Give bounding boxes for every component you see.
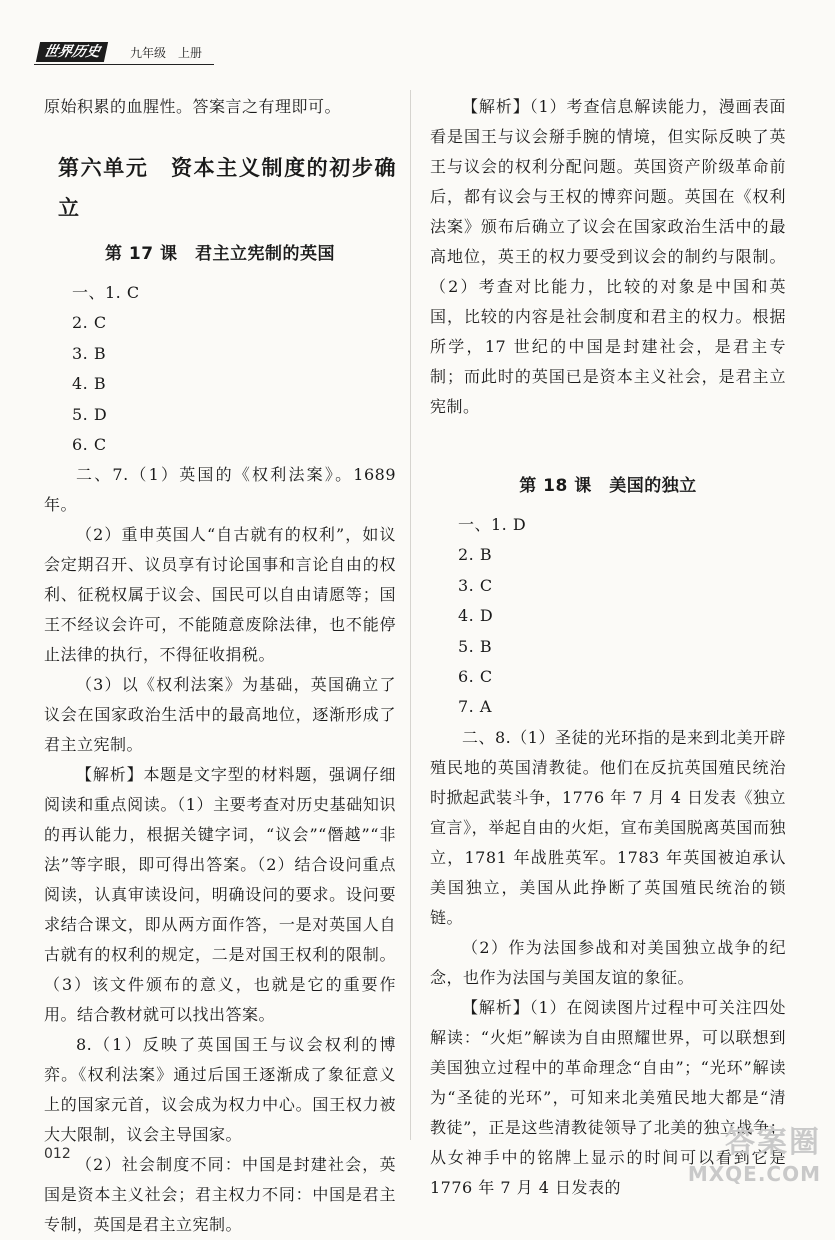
watermark-bottom-text: MXQE.COM xyxy=(687,1162,821,1186)
answer-item: 4. D xyxy=(458,606,494,626)
unit-title: 第六单元 资本主义制度的初步确立 xyxy=(58,156,396,220)
column-divider xyxy=(410,90,411,1140)
answer-item: 4. B xyxy=(72,374,107,394)
answer-item: 2. B xyxy=(458,545,493,565)
l18-q8-part1: 二、8.（1）圣徒的光环指的是来到北美开辟殖民地的英国清教徒。他们在反抗英国殖民统治时掀起武装斗争，1776 年 7 月 4 日发表《独立宣言》，举起自由的火炬，宣布美国脱离英国而独立，1781 年战胜英军。1783 年英国被迫承认美国独立，美国从此挣断了英国殖民统治的锁链。 xyxy=(430,727,787,927)
l18-q8-analysis: 【解析】（1）在阅读图片过程中可关注四处解读：“火炬”解读为自由照耀世界，可以联想到美国独立过程中的革命理念“自由”；“光环”解读为“圣徒的光环”，可知来北美殖民地大都是“清教徒”，正是这些清教徒领导了北美的独立战争；从女神手中的铭牌上显示的时间可以看到它是 1776 年 7 月 4 日发表的 xyxy=(430,997,786,1197)
answer-item: 6. C xyxy=(458,667,493,687)
answer-item: 7. A xyxy=(458,697,492,717)
answer-item: 一、1. C xyxy=(72,283,140,302)
answer-item: 5. B xyxy=(458,636,493,656)
l18-q8-part2: （2）作为法国参战和对美国独立战争的纪念，也作为法国与美国友谊的象征。 xyxy=(430,937,786,987)
q7-part2: （2）重申英国人“自古就有的权利”，如议会定期召开、议员享有讨论国事和言论自由的权利、征税权属于议会、国民可以自由请愿等；国王不经议会许可，不能随意废除法律，也不能停止法律的执行，不得征收捐税。 xyxy=(44,525,396,665)
answer-item: 6. C xyxy=(72,435,107,455)
q8-part1: 8.（1）反映了英国国王与议会权利的博弈。《权利法案》通过后国王逐渐成了象征意义上的国家元首，议会成为权力中心。国王权力被大大限制，议会主导国家。 xyxy=(44,1035,396,1145)
watermark-top-text: 答案圈 xyxy=(725,1125,821,1160)
page-number: 012 xyxy=(44,1146,71,1162)
subject-badge: 世界历史 xyxy=(36,42,108,62)
answer-item: 5. D xyxy=(72,404,108,424)
answer-item: 一、1. D xyxy=(458,515,527,534)
answer-item: 3. C xyxy=(458,575,493,595)
grade-label: 九年级 上册 xyxy=(130,46,203,60)
answer-item: 3. B xyxy=(72,343,107,363)
q8-analysis-lesson17: 【解析】（1）考查信息解读能力，漫画表面看是国王与议会掰手腕的情境，但实际反映了英王与议会的权利分配问题。英国资产阶级革命前后，都有议会与王权的博弈问题。英国在《权利法案》颁布后确立了议会在国家政治生活中的最高地位，英王的权力要受到议会的制约与限制。（2）考查对比能力，比较的对象是中国和英国，比较的内容是社会制度和君主的权力。根据所学，17 世纪的中国是封建社会，是君主专制；而此时的英国已是资本主义社会，是君主立宪制。 xyxy=(430,97,786,416)
right-column xyxy=(430,92,786,1203)
spacer xyxy=(430,422,786,460)
left-column xyxy=(44,92,396,1240)
q8-part2: （2）社会制度不同：中国是封建社会，英国是资本主义社会；君主权力不同：中国是君主专制，英国是君主立宪制。 xyxy=(44,1155,396,1235)
running-header xyxy=(34,42,214,65)
answer-item: 2. C xyxy=(72,313,107,333)
lesson-17-title: 第 17 课 君主立宪制的英国 xyxy=(105,244,335,264)
q7-part1: 二、7.（1）英国的《权利法案》。1689 年。 xyxy=(44,465,396,515)
q7-analysis: 【解析】本题是文字型的材料题，强调仔细阅读和重点阅读。（1）主要考查对历史基础知识的再认能力，根据关键字词，“议会”“僭越”“非法”等字眼，即可得出答案。（2）结合设问重点阅读，认真审读设问，明确设问的要求。设问要求结合课文，即从两方面作答，一是对英国人自古就有的权利的规定，二是对国王权利的限制。（3）该文件颁布的意义，也就是它的重要作用。结合教材就可以找出答案。 xyxy=(44,765,396,1025)
q7-part3: （3）以《权利法案》为基础，英国确立了议会在国家政治生活中的最高地位，逐渐形成了君主立宪制。 xyxy=(44,675,396,755)
intro-text: 原始积累的血腥性。答案言之有理即可。 xyxy=(44,97,342,116)
watermark-logo xyxy=(671,1124,821,1192)
lesson-18-title: 第 18 课 美国的独立 xyxy=(519,476,697,496)
